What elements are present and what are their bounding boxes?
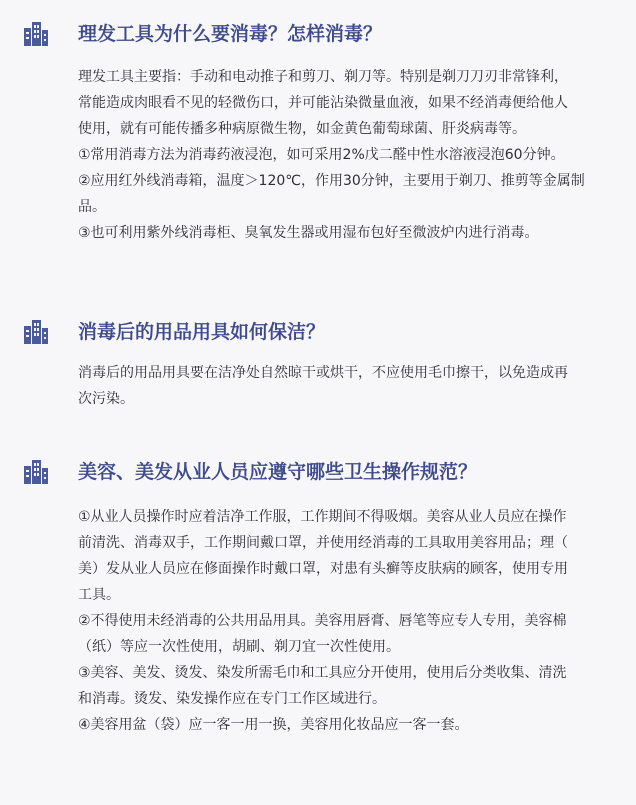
section-storage — [0, 318, 636, 407]
text-line: 美）发从业人员应在修面操作时戴口罩，对患有头癣等皮肤病的顾客，使用专用 — [78, 561, 568, 577]
section-title: 理发工具为什么要消毒？怎样消毒？ — [78, 23, 383, 45]
building-icon — [24, 458, 48, 484]
text-line: 前清洗、消毒双手，工作期间戴口罩，并使用经消毒的工具取用美容用品；理（ — [78, 535, 568, 551]
section-heading — [0, 458, 636, 498]
text-line: ③美容、美发、烫发、染发所需毛巾和工具应分开使用，使用后分类收集、清洗 — [78, 665, 567, 681]
building-icon — [24, 20, 48, 46]
section-title: 美容、美发从业人员应遵守哪些卫生操作规范？ — [78, 461, 478, 483]
text-line: 和消毒。烫发、染发操作应在专门工作区域进行。 — [78, 691, 386, 707]
text-line: ①常用消毒方法为消毒药液浸泡，如可采用2%戊二醛中性水溶液浸泡60分钟。 — [78, 147, 565, 163]
section-body — [78, 360, 623, 412]
text-line: 使用，就有可能传播多种病原微生物，如金黄色葡萄球菌、肝炎病毒等。 — [78, 121, 526, 137]
text-line: 消毒后的用品用具要在洁净处自然晾干或烘干，不应使用毛巾擦干，以免造成再 — [78, 365, 568, 381]
section-disinfection-why — [0, 20, 636, 241]
text-line: 工具。 — [78, 587, 120, 603]
text-line: 品。 — [78, 199, 106, 215]
text-line: ④美容用盆（袋）应一客一用一换，美容用化妆品应一客一套。 — [78, 717, 469, 733]
section-body — [78, 64, 623, 246]
text-line: （纸）等应一次性使用，胡刷、剃刀宜一次性使用。 — [78, 639, 400, 655]
text-line: ①从业人员操作时应着洁净工作服，工作期间不得吸烟。美容从业人员应在操作 — [78, 509, 567, 525]
text-line: 理发工具主要指：手动和电动推子和剪刀、剃刀等。特别是剃刀刀刃非常锋利， — [78, 69, 568, 85]
text-line: ③也可利用紫外线消毒柜、臭氧发生器或用湿布包好至微波炉内进行消毒。 — [78, 225, 539, 241]
text-line: 次污染。 — [78, 391, 134, 407]
section-title: 消毒后的用品用具如何保洁？ — [78, 321, 326, 343]
text-line: 常能造成肉眼看不见的轻微伤口，并可能沾染微量血液，如果不经消毒便给他人 — [78, 95, 568, 111]
section-heading — [0, 318, 636, 358]
text-line: ②应用红外线消毒箱，温度＞120℃，作用30分钟，主要用于剃刀、推剪等金属制 — [78, 173, 585, 189]
section-hygiene-rules — [0, 458, 636, 733]
text-line: ②不得使用未经消毒的公共用品用具。美容用唇膏、唇笔等应专人专用，美容棉 — [78, 613, 567, 629]
section-body — [78, 504, 623, 738]
section-heading — [0, 20, 636, 60]
building-icon — [24, 318, 48, 344]
